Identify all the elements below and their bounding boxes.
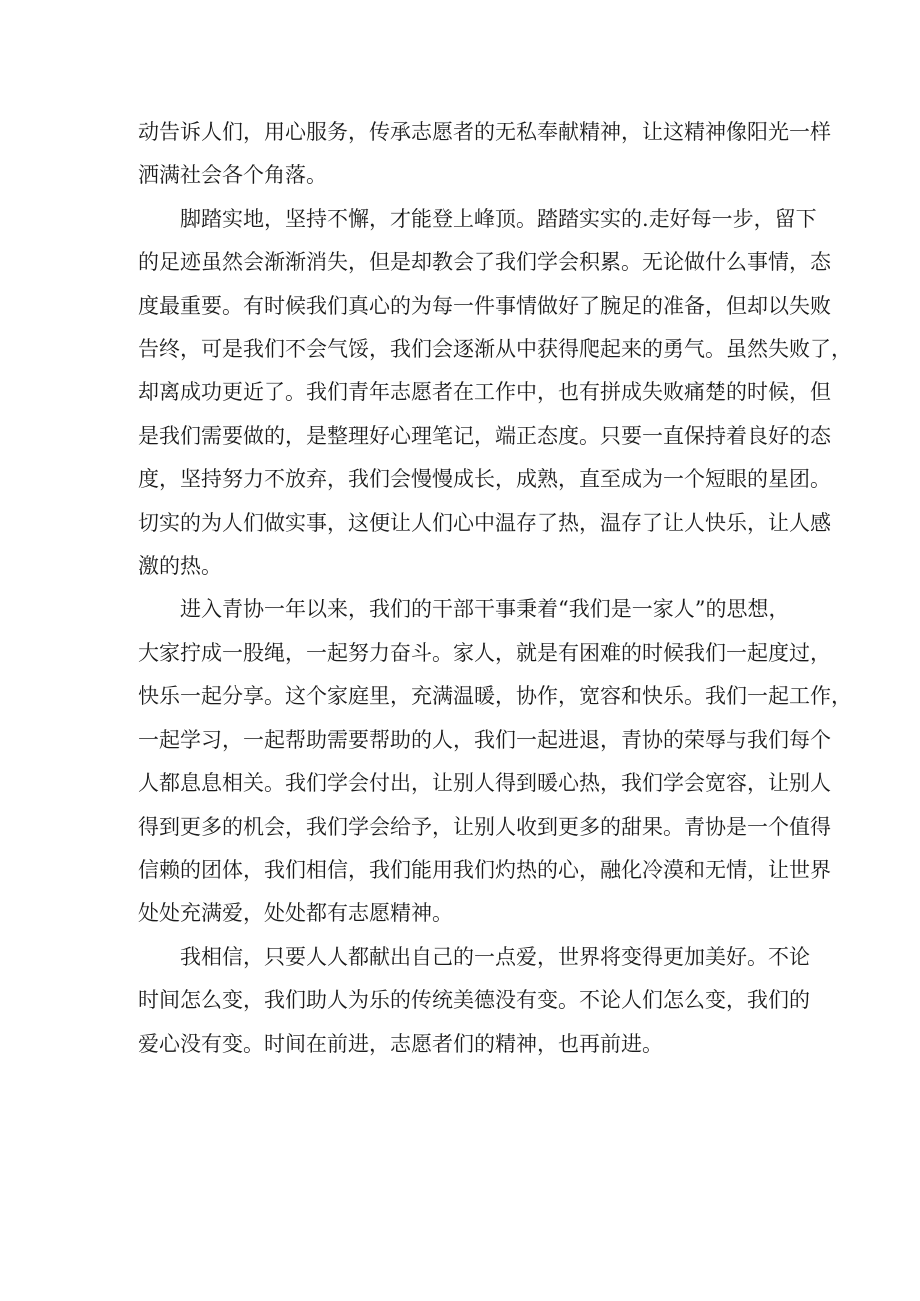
text-line: 度最重要。有时候我们真心的为每一件事情做好了腕足的准备，但却以失败 bbox=[138, 293, 831, 318]
text-line: 是我们需要做的，是整理好心理笔记，端正态度。只要一直保持着良好的态 bbox=[138, 423, 831, 448]
text-line: 大家拧成一股绳，一起努力奋斗。家人，就是有困难的时候我们一起度过， bbox=[138, 640, 831, 665]
text-line: 得到更多的机会，我们学会给予，让别人收到更多的甜果。青协是一个值得 bbox=[138, 814, 831, 839]
text-line: 的足迹虽然会渐渐消失，但是却教会了我们学会积累。无论做什么事情，态 bbox=[138, 250, 831, 275]
text-line: 度，坚持努力不放弃，我们会慢慢成长，成熟，直至成为一个短眼的星团。 bbox=[138, 467, 831, 492]
text-line: 激的热。 bbox=[138, 554, 222, 579]
text-line: 爱心没有变。时间在前进，志愿者们的精神，也再前进。 bbox=[138, 1031, 663, 1056]
paragraph-4 bbox=[138, 936, 810, 1066]
text-line: 快乐一起分享。这个家庭里，充满温暖，协作，宽容和快乐。我们一起工作， bbox=[138, 684, 852, 709]
text-line: 洒满社会各个角落。 bbox=[138, 163, 327, 188]
text-line: 切实的为人们做实事，这便让人们心中温存了热，温存了让人快乐，让人感 bbox=[138, 510, 831, 535]
paragraph-1 bbox=[138, 111, 831, 198]
text-line: 人都息息相关。我们学会付出，让别人得到暖心热，我们学会宽容，让别人 bbox=[138, 771, 831, 796]
text-line: 进入青协一年以来，我们的干部干事秉着“我们是一家人”的思想， bbox=[180, 597, 790, 622]
text-line: 一起学习，一起帮助需要帮助的人，我们一起进退，青协的荣辱与我们每个 bbox=[138, 727, 831, 752]
text-line: 动告诉人们，用心服务，传承志愿者的无私奉献精神，让这精神像阳光一样 bbox=[138, 120, 831, 144]
text-line: 却离成功更近了。我们青年志愿者在工作中，也有拼成失败痛楚的时候，但 bbox=[138, 380, 831, 405]
document-body bbox=[138, 111, 852, 1066]
text-line: 处处充满爱，处处都有志愿精神。 bbox=[138, 901, 453, 926]
text-line: 信赖的团体，我们相信，我们能用我们灼热的心，融化冷漠和无情，让世界 bbox=[138, 857, 831, 882]
paragraph-2 bbox=[138, 198, 852, 589]
text-line: 告终，可是我们不会气馁，我们会逐渐从中获得爬起来的勇气。虽然失败了， bbox=[138, 337, 852, 362]
text-line: 脚踏实地，坚持不懈，才能登上峰顶。踏踏实实的.走好每一步，留下 bbox=[180, 206, 817, 231]
text-line: 我相信，只要人人都献出自己的一点爱，世界将变得更加美好。不论 bbox=[180, 944, 810, 969]
paragraph-3 bbox=[138, 588, 852, 935]
text-line: 时间怎么变，我们助人为乐的传统美德没有变。不论人们怎么变，我们的 bbox=[138, 988, 810, 1013]
